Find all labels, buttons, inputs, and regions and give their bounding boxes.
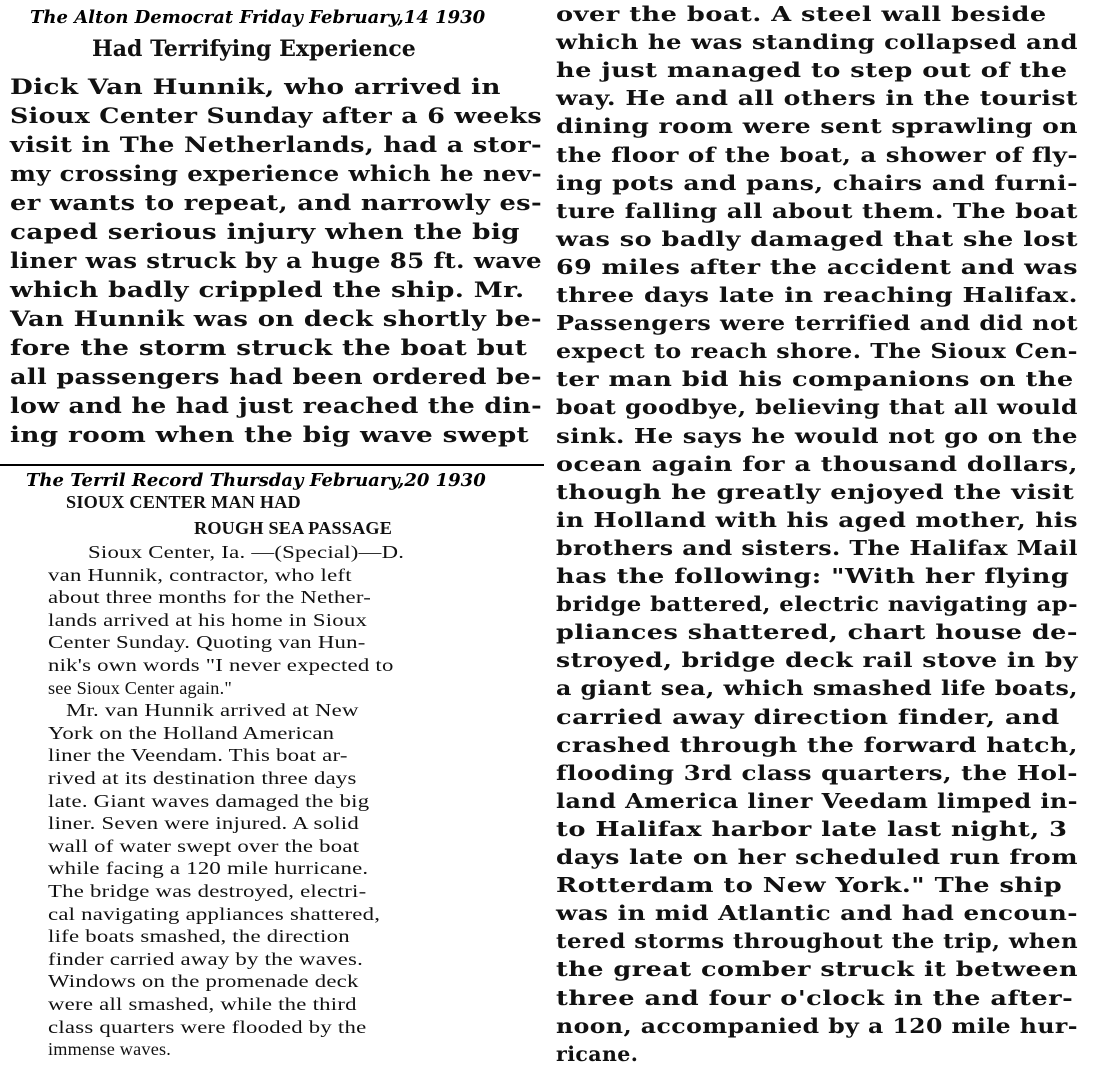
terril-line: liner the Veendam. This boat ar- xyxy=(48,745,348,766)
terril-article xyxy=(48,492,496,1072)
right-column-line: three and four o'clock in the after- xyxy=(556,985,1074,1010)
right-column-line: tered storms throughout the trip, when xyxy=(556,929,1078,954)
terril-line: York on the Holland American xyxy=(48,722,335,743)
terril-caption: The Terril Record Thursday February,20 1930 xyxy=(26,470,486,491)
alton-headline: Had Terrifying Experience xyxy=(92,36,416,62)
right-column-line: ter man bid his companions on the xyxy=(556,367,1074,392)
alton-line: Van Hunnik was on deck shortly be- xyxy=(10,306,542,331)
right-column-line: days late on her scheduled run from xyxy=(556,845,1078,869)
right-column-line: three days late in reaching Halifax. xyxy=(556,283,1078,307)
terril-line: rived at its destination three days xyxy=(48,768,357,788)
alton-line: low and he had just reached the din- xyxy=(10,393,542,418)
terril-line: wall of water swept over the boat xyxy=(48,835,360,856)
terril-headline-line: ROUGH SEA PASSAGE xyxy=(194,518,393,538)
right-column-line: crashed through the forward hatch, xyxy=(556,732,1078,757)
alton-line: Dick Van Hunnik, who arrived in xyxy=(10,74,501,99)
right-column-line: he just managed to step out of the xyxy=(556,58,1068,83)
section-divider xyxy=(0,464,544,466)
terril-line: late. Giant waves damaged the big xyxy=(48,790,370,811)
terril-line: about three months for the Nether- xyxy=(48,587,372,608)
terril-line: van Hunnik, contractor, who left xyxy=(48,564,352,585)
alton-line: all passengers had been ordered be- xyxy=(10,364,542,389)
terril-line: liner. Seven were injured. A solid xyxy=(48,813,359,834)
terril-line: life boats smashed, the direction xyxy=(48,926,350,947)
right-column-line: though he greatly enjoyed the visit xyxy=(556,479,1075,504)
right-column-line: ture falling all about them. The boat xyxy=(556,198,1078,223)
alton-line: ing room when the big wave swept xyxy=(10,422,530,447)
right-column-line: over the boat. A steel wall beside xyxy=(556,2,1047,26)
right-column-line: stroyed, bridge deck rail stove in by xyxy=(556,648,1078,673)
right-column-line: in Holland with his aged mother, his xyxy=(556,507,1078,532)
alton-line: liner was struck by a huge 85 ft. wave xyxy=(10,248,542,273)
terril-line: Mr. van Hunnik arrived at New xyxy=(66,700,359,721)
right-column-line: sink. He says he would not go on the xyxy=(556,423,1078,448)
terril-line: finder carried away by the waves. xyxy=(48,948,364,969)
alton-article xyxy=(10,32,544,462)
alton-line: visit in The Netherlands, had a stor- xyxy=(10,132,542,157)
right-column-line: to Halifax harbor late last night, 3 xyxy=(556,816,1068,841)
right-column-line: the great comber struck it between xyxy=(556,957,1078,982)
alton-line: which badly crippled the ship. Mr. xyxy=(10,277,525,302)
terril-line: while facing a 120 mile hurricane. xyxy=(48,858,369,879)
right-column-line: the floor of the boat, a shower of fly- xyxy=(556,142,1078,167)
right-column-line: ricane. xyxy=(556,1041,639,1066)
right-column-line: pliances shattered, chart house de- xyxy=(556,620,1078,645)
right-column-line: 69 miles after the accident and was xyxy=(556,254,1078,279)
right-column-line: was so badly damaged that she lost xyxy=(556,226,1078,251)
terril-line: Center Sunday. Quoting van Hun- xyxy=(48,632,366,653)
terril-line: class quarters were flooded by the xyxy=(48,1016,367,1037)
terril-line: immense waves. xyxy=(48,1039,172,1060)
right-column-line: ocean again for a thousand dollars, xyxy=(556,451,1078,476)
right-column-line: dining room were sent sprawling on xyxy=(556,114,1078,139)
right-column-line: ing pots and pans, chairs and furni- xyxy=(556,170,1078,195)
right-column-line: expect to reach shore. The Sioux Cen- xyxy=(556,339,1078,364)
terril-line: cal navigating appliances shattered, xyxy=(48,903,381,924)
terril-line: lands arrived at his home in Sioux xyxy=(48,609,368,630)
right-column-line: way. He and all others in the tourist xyxy=(556,86,1078,111)
right-column-line: Passengers were terrified and did not xyxy=(556,311,1078,336)
alton-caption: The Alton Democrat Friday February,14 1930 xyxy=(30,7,486,28)
right-column-line: brothers and sisters. The Halifax Mail xyxy=(556,535,1078,560)
terril-line: nik's own words "I never expected to xyxy=(48,655,394,675)
alton-line: Sioux Center Sunday after a 6 weeks xyxy=(10,103,542,128)
terril-line: see Sioux Center again." xyxy=(48,677,232,698)
alton-line: my crossing experience which he nev- xyxy=(10,161,542,186)
right-column-line: boat goodbye, believing that all would xyxy=(556,395,1078,420)
right-column-line: was in mid Atlantic and had encoun- xyxy=(556,901,1078,926)
alton-line: er wants to repeat, and narrowly es- xyxy=(10,190,542,215)
right-column-line: carried away direction finder, and xyxy=(556,704,1060,729)
terril-line: Windows on the promenade deck xyxy=(48,971,359,992)
terril-headline-line: SIOUX CENTER MAN HAD xyxy=(66,492,301,512)
terril-line: were all smashed, while the third xyxy=(48,994,357,1014)
terril-line: The bridge was destroyed, electri- xyxy=(48,881,367,901)
right-column-line: which he was standing collapsed and xyxy=(556,30,1078,55)
terril-line: Sioux Center, Ia. —(Special)—D. xyxy=(88,542,405,562)
right-column-line: a giant sea, which smashed life boats, xyxy=(556,676,1078,701)
right-column-line: land America liner Veedam limped in- xyxy=(556,788,1078,813)
right-column-article xyxy=(556,2,1080,1076)
right-column-line: has the following: "With her flying xyxy=(556,564,1070,588)
right-column-line: bridge battered, electric navigating ap- xyxy=(556,592,1078,617)
right-column-line: flooding 3rd class quarters, the Hol- xyxy=(556,760,1078,785)
right-column-line: Rotterdam to New York." The ship xyxy=(556,873,1063,898)
right-column-line: noon, accompanied by a 120 mile hur- xyxy=(556,1013,1078,1038)
alton-line: caped serious injury when the big xyxy=(10,219,520,244)
alton-line: fore the storm struck the boat but xyxy=(10,335,528,360)
